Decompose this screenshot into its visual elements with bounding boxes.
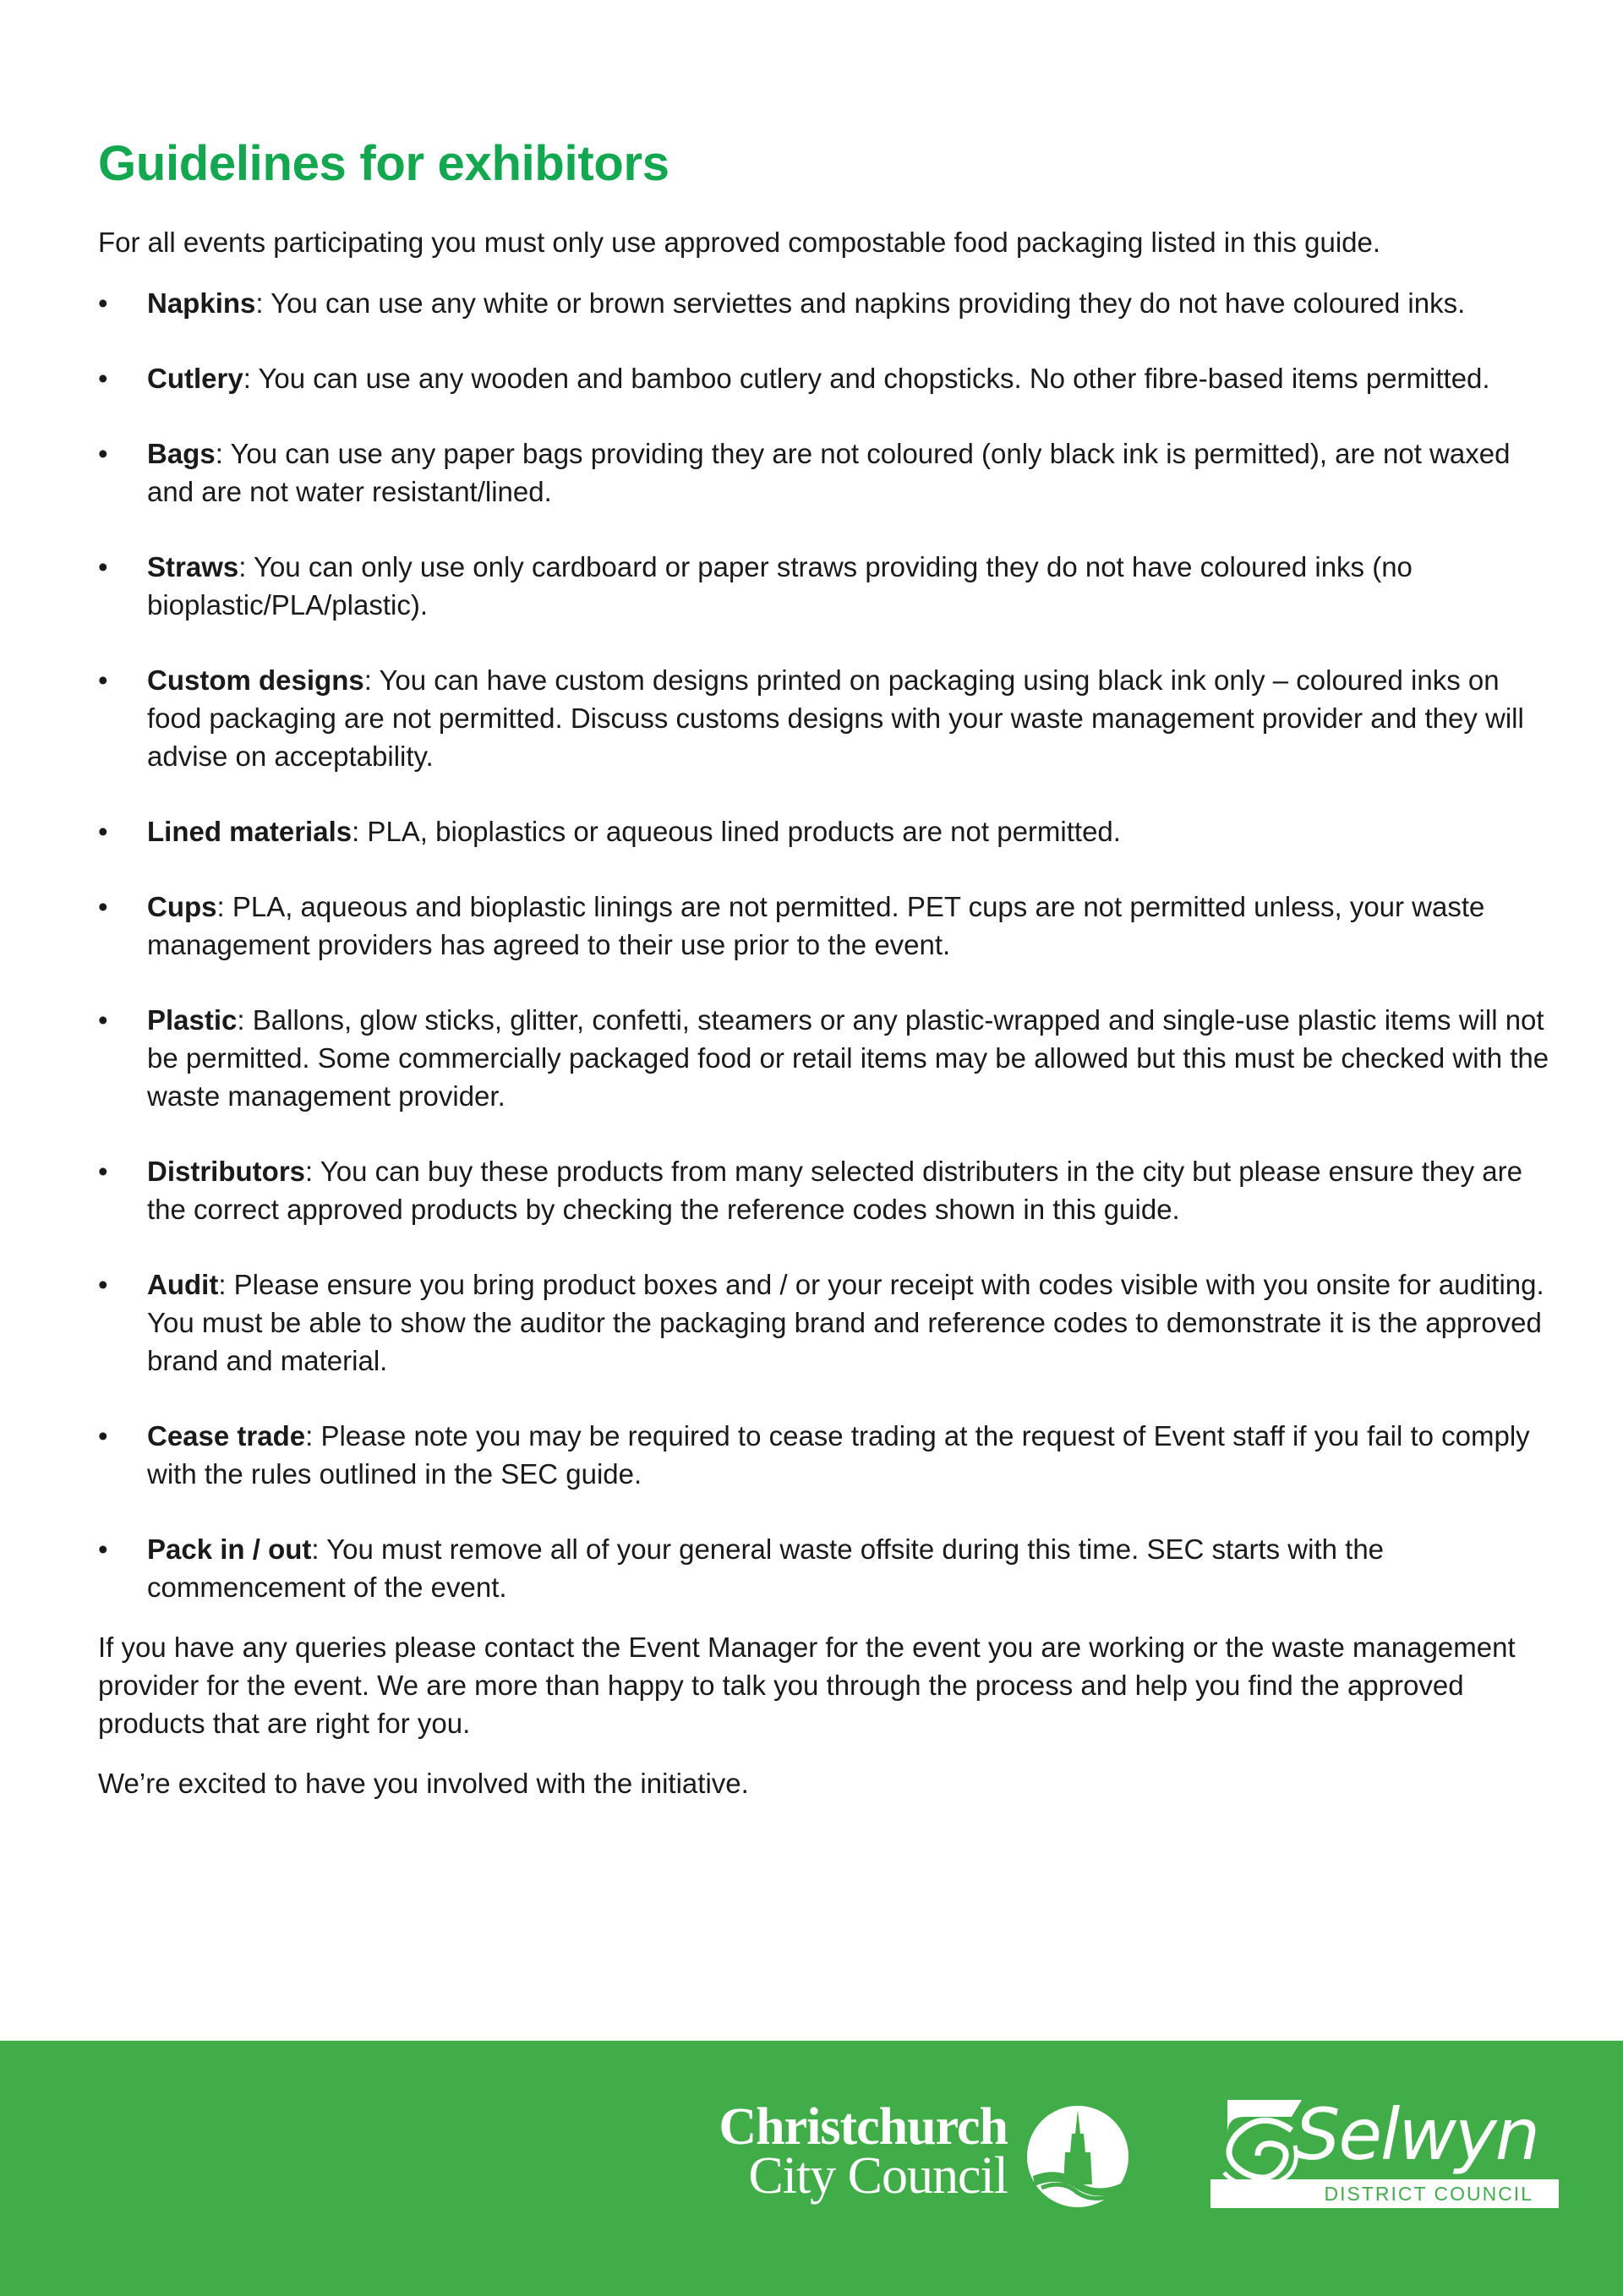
- guideline-item: [98, 1530, 1552, 1606]
- guideline-item: [98, 548, 1552, 624]
- ccc-wordmark-line2: City Council: [748, 2147, 1008, 2205]
- guideline-item: [98, 661, 1552, 775]
- guideline-term: Audit: [147, 1269, 219, 1300]
- footer-band: [0, 2041, 1623, 2296]
- bullet-icon: •: [98, 363, 108, 394]
- bullet-icon: •: [98, 438, 108, 469]
- guideline-term: Cups: [147, 891, 217, 922]
- ccc-wordmark: [719, 2098, 1008, 2205]
- guideline-item: [98, 1417, 1552, 1493]
- bullet-icon: •: [98, 664, 108, 696]
- guideline-text: : Please ensure you bring product boxes and / or your receipt with codes visible with you onsite for auditing. You must be able to show the auditor the packaging brand and reference codes to demonstrate it is the approved brand and material.: [147, 1269, 1544, 1376]
- guideline-text: : PLA, aqueous and bioplastic linings are not permitted. PET cups are not permitted unless, your waste management providers has agreed to their use prior to the event.: [147, 891, 1485, 960]
- guideline-text: : You can buy these products from many selected distributers in the city but please ensure they are the correct approved products by checking the reference codes shown in this guide.: [147, 1156, 1522, 1225]
- guideline-item: [98, 284, 1552, 322]
- guideline-text: : You can use any paper bags providing they are not coloured (only black ink is permitted), are not waxed and are not water resistant/lined.: [147, 438, 1511, 507]
- closing-paragraph: We’re excited to have you involved with the initiative.: [98, 1768, 749, 1799]
- guideline-term: Plastic: [147, 1004, 238, 1036]
- intro-paragraph: For all events participating you must only use approved compostable food packaging listed in this guide.: [98, 227, 1381, 258]
- bullet-icon: •: [98, 1004, 108, 1036]
- guideline-term: Straws: [147, 551, 239, 582]
- guideline-term: Cutlery: [147, 363, 243, 394]
- guideline-text: : You can use any white or brown serviettes and napkins providing they do not have coloured inks.: [255, 287, 1466, 319]
- cathedral-emblem-icon: [1025, 2103, 1131, 2210]
- guideline-text: : Ballons, glow sticks, glitter, confetti, steamers or any plastic-wrapped and single-use plastic items will not be permitted. Some commercially packaged food or retail items may be allowed but this must be checked with the waste management provider.: [147, 1004, 1549, 1112]
- bullet-icon: •: [98, 287, 108, 319]
- guideline-text: : You must remove all of your general waste offsite during this time. SEC starts with the commencement of the event.: [147, 1533, 1385, 1603]
- guideline-term: Bags: [147, 438, 216, 469]
- guideline-item: [98, 812, 1552, 850]
- selwyn-wordmark: Selwyn: [1295, 2093, 1538, 2176]
- selwyn-district-council-logo: [1210, 2091, 1559, 2215]
- guideline-term: Cease trade: [147, 1420, 306, 1451]
- guideline-text: : Please note you may be required to cease trading at the request of Event staff if you fail to comply with the rules outlined in the SEC guide.: [147, 1420, 1530, 1490]
- bullet-icon: •: [98, 1269, 108, 1300]
- guideline-item: [98, 1152, 1552, 1228]
- guideline-text: : PLA, bioplastics or aqueous lined products are not permitted.: [352, 816, 1121, 847]
- guideline-text: : You can have custom designs printed on packaging using black ink only – coloured inks on food packaging are not permitted. Discuss customs designs with your waste management provider and they will advise on acceptability.: [147, 664, 1524, 772]
- guidelines-list: [98, 284, 1552, 1606]
- page-title: Guidelines for exhibitors: [98, 136, 669, 191]
- bullet-icon: •: [98, 891, 108, 922]
- bullet-icon: •: [98, 1533, 108, 1565]
- guideline-text: : You can use any wooden and bamboo cutlery and chopsticks. No other fibre-based items permitted.: [243, 363, 1490, 394]
- ccc-wordmark-line1: Christchurch: [719, 2098, 1008, 2156]
- guideline-item: [98, 435, 1552, 511]
- guideline-term: Pack in / out: [147, 1533, 312, 1565]
- bullet-icon: •: [98, 551, 108, 582]
- guideline-term: Distributors: [147, 1156, 306, 1187]
- bullet-icon: •: [98, 1420, 108, 1451]
- guideline-item: [98, 359, 1552, 397]
- christchurch-city-council-logo: [683, 2098, 1131, 2220]
- guideline-text: : You can only use only cardboard or paper straws providing they do not have coloured inks (no bioplastic/PLA/plastic).: [147, 551, 1413, 620]
- bullet-icon: •: [98, 816, 108, 847]
- guideline-item: [98, 1001, 1552, 1115]
- closing-section: [98, 1628, 1552, 1824]
- closing-paragraph: If you have any queries please contact the Event Manager for the event you are working or the waste management provider for the event. We are more than happy to talk you through the process and help you find the approved products that are right for you.: [98, 1632, 1516, 1739]
- guideline-item: [98, 888, 1552, 964]
- selwyn-subtitle: DISTRICT COUNCIL: [1210, 2179, 1559, 2208]
- guideline-item: [98, 1266, 1552, 1380]
- bullet-icon: •: [98, 1156, 108, 1187]
- guideline-term: Napkins: [147, 287, 256, 319]
- guideline-term: Lined materials: [147, 816, 352, 847]
- guideline-term: Custom designs: [147, 664, 364, 696]
